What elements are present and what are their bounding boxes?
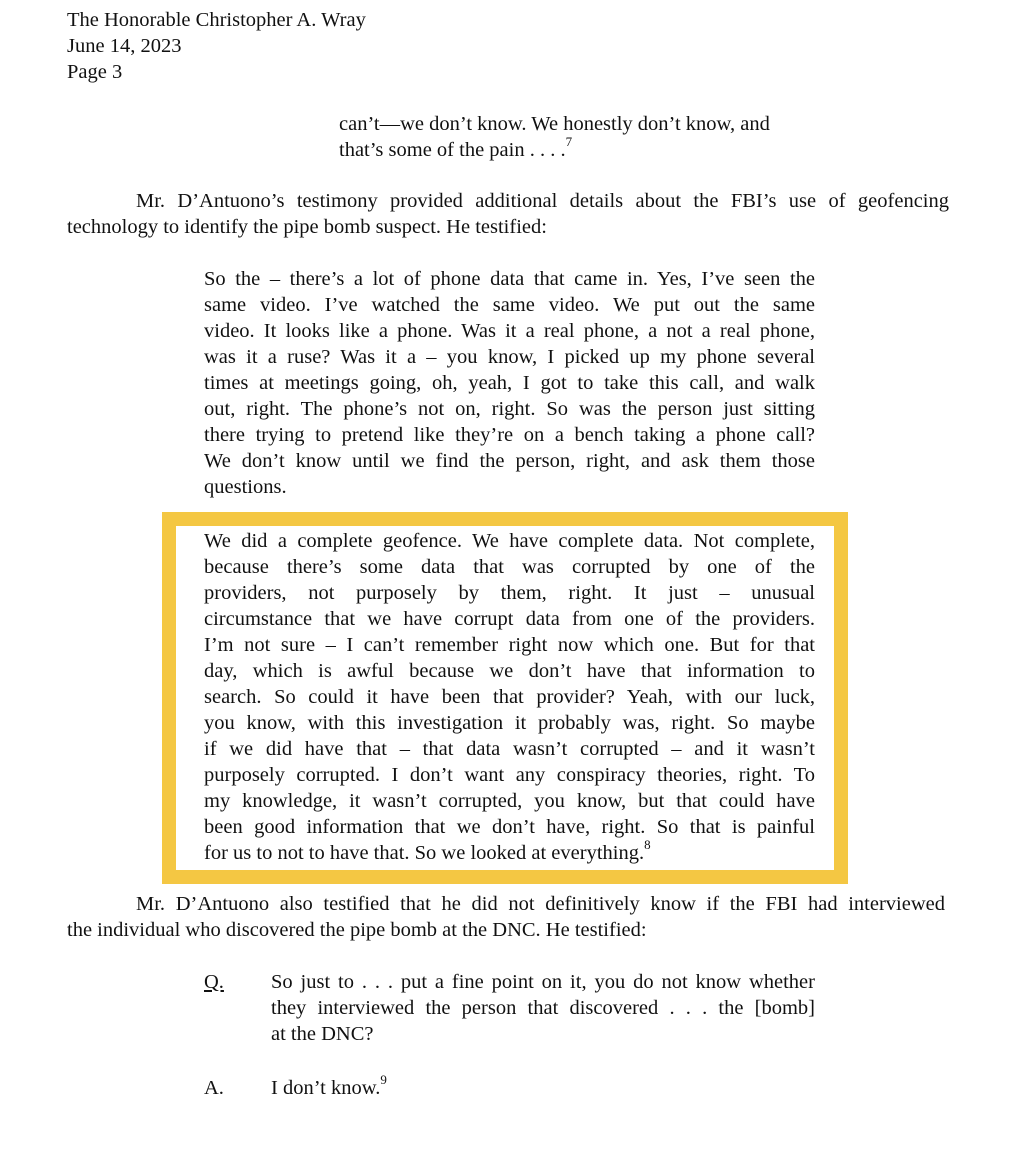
answer-label: A. [204,1077,224,1099]
quote-line: providers, not purposely by them, right. It just – unusual [204,582,815,604]
recipient-line: The Honorable Christopher A. Wray [67,9,366,31]
question-line: they interviewed the person that discovered . . . the [bomb] [271,997,815,1019]
footnote-ref-7: 7 [565,134,573,150]
quote-line: was it a ruse? Was it a – you know, I picked up my phone several [204,346,815,368]
quote-line: questions. [204,476,287,498]
question-line: at the DNC? [271,1023,374,1045]
question-text [271,969,815,1047]
quote-line [204,837,815,866]
quote-line: been good information that we don’t have, right. So that is painful [204,816,815,838]
block-quote-1 [204,266,815,500]
quote-line: day, which is awful because we don’t have that information to [204,660,815,682]
paragraph-line: technology to identify the pipe bomb suspect. He testified: [67,216,547,238]
paragraph-line: Mr. D’Antuono also testified that he did not definitively know if the FBI had interviewed [136,893,945,915]
paragraph-line: Mr. D’Antuono’s testimony provided additional details about the FBI’s use of geofencing [136,190,949,212]
quote-line: video. It looks like a phone. Was it a real phone, a not a real phone, [204,320,815,342]
quote-continuation-text: that’s some of the pain . . . . [339,139,566,161]
quote-line: because there’s some data that was corrupted by one of the [204,556,815,578]
quote-line: purposely corrupted. I don’t want any conspiracy theories, right. To [204,764,815,786]
footnote-ref-8: 8 [644,837,651,853]
paragraph-line: the individual who discovered the pipe bomb at the DNC. He testified: [67,919,647,941]
question-line: So just to . . . put a fine point on it, you do not know whether [271,971,815,993]
body-paragraph-2 [67,891,945,943]
answer-text [271,1072,387,1101]
quote-line: We did a complete geofence. We have complete data. Not complete, [204,530,815,552]
question-label-text: Q. [204,971,224,993]
quote-last-text: for us to not to have that. So we looked at everything. [204,842,645,864]
quote-line: times at meetings going, oh, yeah, I got to take this call, and walk [204,372,815,394]
quote-line: my knowledge, it wasn’t corrupted, you know, but that could have [204,790,815,812]
footnote-ref-9: 9 [380,1072,387,1088]
page-number: Page 3 [67,61,123,83]
date-line: June 14, 2023 [67,35,182,57]
quote-line: We don’t know until we find the person, right, and ask them those [204,450,815,472]
question-label [204,969,224,995]
quote-line: So the – there’s a lot of phone data that came in. Yes, I’ve seen the [204,268,815,290]
quote-continuation-line: can’t—we don’t know. We honestly don’t know, and [339,113,770,135]
quote-line: same video. I’ve watched the same video. We put out the same [204,294,815,316]
quote-line: search. So could it have been that provider? Yeah, with our luck, [204,686,815,708]
quote-line: I’m not sure – I can’t remember right now which one. But for that [204,634,815,656]
quote-line: circumstance that we have corrupt data from one of the providers. [204,608,815,630]
quote-line: you know, with this investigation it probably was, right. So maybe [204,712,815,734]
quote-continuation-line [339,134,819,163]
quote-line: out, right. The phone’s not on, right. So was the person just sitting [204,398,815,420]
block-quote-2-highlighted [204,528,815,866]
body-paragraph-1 [67,188,949,240]
quote-line: there trying to pretend like they’re on a bench taking a phone call? [204,424,815,446]
quote-line: if we did have that – that data wasn’t corrupted – and it wasn’t [204,738,815,760]
quote-continuation [339,111,819,163]
answer-text-content: I don’t know. [271,1077,381,1099]
